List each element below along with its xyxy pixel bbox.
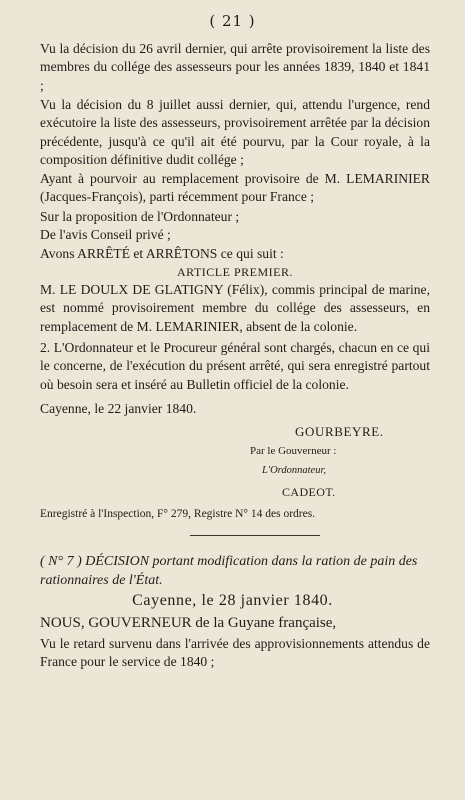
decision-header: ( N° 7 ) DÉCISION portant modification dans la ration de pain des rationnaires de l'État. bbox=[40, 554, 418, 588]
article-premier-heading: ARTICLE PREMIER. bbox=[177, 265, 293, 279]
section-divider bbox=[190, 535, 320, 536]
decision-vu: Vu le retard survenu dans l'arrivée des approvisionnements attendus de France pour le service de 1840 ; bbox=[40, 636, 430, 670]
signature-role: L'Ordonnateur, bbox=[262, 465, 326, 476]
decision-date: Cayenne, le 28 janvier 1840. bbox=[132, 592, 333, 609]
registration-note: Enregistré à l'Inspection, F° 279, Registre N° 14 des ordres. bbox=[40, 508, 316, 520]
paragraph-decision-8-juillet: Vu la décision du 8 juillet aussi dernier, qui, attendu l'urgence, rend exécutoire la liste des assesseurs, provisoirement arrêtée par la décision précédente, jusqu'à ce qu'il ait été pourvu, par la Cour royale, à la composition définitive dudit collége ; bbox=[40, 97, 430, 168]
signature-par-le: Par le Gouverneur : bbox=[250, 445, 337, 457]
paragraph-decision-26-avril: Vu la décision du 26 avril dernier, qui arrête provisoirement la liste des membres du collége des assesseurs pour les années 1839, 1840 et 1841 ; bbox=[40, 41, 430, 93]
page-number: ( 21 ) bbox=[209, 12, 256, 30]
decision-nous: NOUS, GOUVERNEUR de la Guyane française, bbox=[40, 615, 337, 631]
paragraph-date: Cayenne, le 22 janvier 1840. bbox=[40, 401, 197, 416]
paragraph-avis: De l'avis Conseil privé ; bbox=[40, 227, 171, 242]
paragraph-article-2: 2. L'Ordonnateur et le Procureur général sont chargés, chacun en ce qui le concerne, de l'exécution du présent arrêté, qui sera enregistré partout où besoin sera et inséré au Bulletin officiel de la colonie. bbox=[40, 340, 430, 392]
signature-governor: GOURBEYRE. bbox=[295, 424, 384, 439]
paragraph-article-1: M. LE DOULX DE GLATIGNY (Félix), commis principal de marine, est nommé provisoirement membre du collége des assesseurs, en remplacement de M. LEMARINIER, absent de la colonie. bbox=[40, 282, 430, 334]
signature-name: CADEOT. bbox=[282, 485, 336, 499]
paragraph-remplacement: Ayant à pourvoir au remplacement provisoire de M. LEMARINIER (Jacques-François), parti récemment pour France ; bbox=[40, 171, 430, 205]
paragraph-proposition: Sur la proposition de l'Ordonnateur ; bbox=[40, 209, 240, 224]
paragraph-arrete: Avons ARRÊTÉ et ARRÊTONS ce qui suit : bbox=[40, 246, 284, 261]
